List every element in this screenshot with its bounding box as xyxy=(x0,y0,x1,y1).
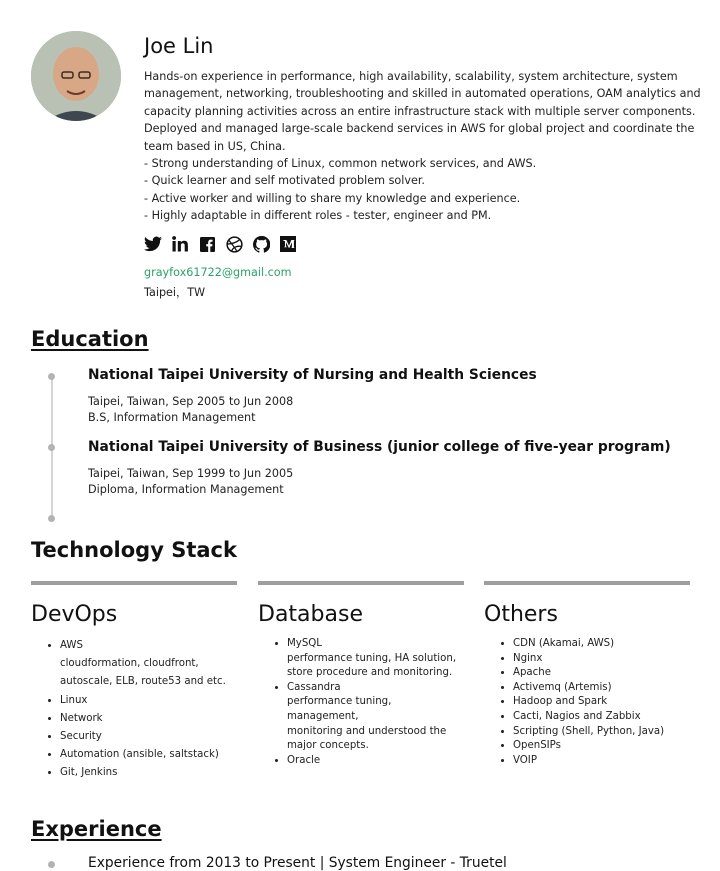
education-heading: Education xyxy=(31,327,149,351)
list-item: • OpenSIPs xyxy=(513,739,690,754)
summary-line: Hands-on experience in performance, high availability, scalability, system architecture, system xyxy=(144,70,678,83)
summary-line: team based in US, China. xyxy=(144,139,286,153)
list-item-detail: store procedure and monitoring. xyxy=(287,667,453,679)
devops-list xyxy=(31,637,237,783)
summary-line: Deployed and managed large-scale backend services in AWS for global project and coordinate the xyxy=(144,122,695,136)
education-dates: Taipei, Taiwan, Sep 1999 to Jun 2005 xyxy=(88,467,294,480)
summary-line: - Highly adaptable in different roles - tester, engineer and PM. xyxy=(144,209,492,223)
education-degree: B.S, Information Management xyxy=(88,411,256,424)
list-item: • Activemq (Artemis) xyxy=(513,681,690,696)
list-item: • CDN (Akamai, AWS) xyxy=(513,637,690,652)
email-link[interactable]: grayfox61722@gmail.com xyxy=(144,266,292,279)
timeline-dot xyxy=(48,515,55,522)
list-item-detail: performance tuning, management, xyxy=(287,696,392,722)
summary-line: - Strong understanding of Linux, common network services, and AWS. xyxy=(144,157,537,171)
social-links xyxy=(144,235,297,253)
summary-line: capacity planning activities across an entire infrastructure stack with multiple server components. xyxy=(144,104,696,118)
timeline-dot xyxy=(48,444,55,451)
list-item: • Scripting (Shell, Python, Java) xyxy=(513,725,690,740)
database-column xyxy=(258,581,464,768)
others-title: Others xyxy=(484,602,558,627)
facebook-icon[interactable] xyxy=(198,235,216,253)
github-icon[interactable] xyxy=(252,235,270,253)
list-item xyxy=(287,681,464,754)
medium-icon[interactable] xyxy=(279,235,297,253)
database-list xyxy=(258,637,464,768)
list-item-label: AWS xyxy=(60,640,83,651)
devops-title: DevOps xyxy=(31,602,118,627)
column-divider xyxy=(31,581,237,585)
list-item-detail: performance tuning, HA solution, xyxy=(287,652,457,664)
list-item-label: Cassandra xyxy=(287,681,341,693)
avatar xyxy=(31,31,121,121)
database-title: Database xyxy=(258,602,363,627)
list-item: • Linux xyxy=(60,692,237,710)
education-degree: Diploma, Information Management xyxy=(88,483,284,496)
list-item: • Security xyxy=(60,728,237,746)
list-item xyxy=(287,637,464,681)
tech-stack-heading: Technology Stack xyxy=(31,538,237,562)
list-item: • Network xyxy=(60,710,237,728)
experience-heading: Experience xyxy=(31,817,162,841)
list-item-detail: cloudformation, cloudfront, xyxy=(60,658,199,670)
list-item-label: MySQL xyxy=(287,638,322,649)
linkedin-icon[interactable] xyxy=(171,235,189,253)
timeline-dot xyxy=(48,861,55,868)
list-item: • Automation (ansible, saltstack) xyxy=(60,746,237,764)
list-item: • Apache xyxy=(513,666,690,681)
education-school: National Taipei University of Business (junior college of five-year program) xyxy=(88,439,671,455)
list-item: • Hadoop and Spark xyxy=(513,695,690,710)
list-item-detail: monitoring and understood the xyxy=(287,725,447,737)
list-item: • VOIP xyxy=(513,754,690,769)
education-dates: Taipei, Taiwan, Sep 2005 to Jun 2008 xyxy=(88,395,294,408)
list-item: • Oracle xyxy=(287,754,464,769)
summary-line: - Active worker and willing to share my knowledge and experience. xyxy=(144,191,521,205)
list-item-detail: major concepts. xyxy=(287,740,369,752)
summary-line: management, networking, troubleshooting and skilled in automated operations, OAM analytics and xyxy=(144,87,701,101)
others-column xyxy=(484,581,690,768)
list-item-detail: autoscale, ELB, route53 and etc. xyxy=(60,676,226,688)
list-item: • Cacti, Nagios and Zabbix xyxy=(513,710,690,725)
column-divider xyxy=(258,581,464,585)
devops-column xyxy=(31,581,237,783)
others-list xyxy=(484,637,690,768)
experience-title: Experience from 2013 to Present | System Engineer - Truetel xyxy=(88,855,507,871)
list-item: • Git, Jenkins xyxy=(60,764,237,782)
twitter-icon[interactable] xyxy=(144,235,162,253)
profile-name: Joe Lin xyxy=(144,34,214,58)
column-divider xyxy=(484,581,690,585)
dribbble-icon[interactable] xyxy=(225,235,243,253)
list-item: • Nginx xyxy=(513,652,690,667)
avatar-photo xyxy=(31,31,121,121)
timeline-dot xyxy=(48,373,55,380)
summary-line: - Quick learner and self motivated problem solver. xyxy=(144,174,425,188)
education-school: National Taipei University of Nursing and Health Sciences xyxy=(88,367,537,383)
list-item xyxy=(60,637,237,692)
profile-summary xyxy=(144,68,701,225)
location: Taipei，TW xyxy=(144,286,206,299)
